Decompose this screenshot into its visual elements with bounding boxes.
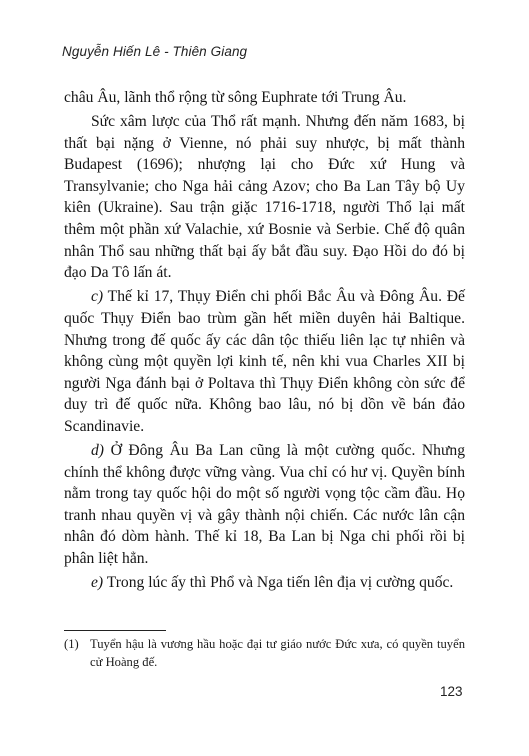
paragraph-text: châu Âu, lãnh thổ rộng từ sông Euphrate tới Trung Âu. xyxy=(64,89,407,106)
footnote-text: Tuyển hậu là vương hầu hoặc đại tư giáo nước Đức xưa, có quyền tuyển cử Hoàng đế. xyxy=(90,637,465,669)
item-label: d) xyxy=(91,442,104,459)
paragraph-turkey xyxy=(64,111,465,284)
paragraph-text: Ở Đông Âu Ba Lan cũng là một cường quốc. Nhưng chính thể không được vững vàng. Vua chỉ có hư vị. Quyền bính nằm trong tay quốc hội do một số người vọng tộc cầm đầu. Họ tranh nhau quyền vị và gây thành nội chiến. Các nước lân cận nhân đó dòm hành. Thế kỉ 18, Ba Lan bị Nga chi phối rồi bị phân liệt hẳn. xyxy=(64,442,465,567)
footnote xyxy=(64,636,465,671)
paragraph-prussia-russia xyxy=(64,572,465,594)
paragraph-text: Sức xâm lược của Thổ rất mạnh. Nhưng đến năm 1683, bị thất bại nặng ở Vienne, nó phải suy nhược, bị mất thành Budapest (1696); nhượng lại cho Đức xứ Hung và Transylvanie; cho Nga hải cảng Azov; cho Ba Lan Tây bộ Uy kiên (Ukraine). Sau trận giặc 1716-1718, người Thổ lại mất thêm một phần xứ Valachie, xứ Bosnie và Serbie. Chế độ quân nhân Thổ sau những thất bại ấy bắt đầu suy. Đạo Hồi do đó bị đạo Da Tô lấn át. xyxy=(64,113,465,282)
footnote-divider xyxy=(64,630,166,631)
paragraph-poland xyxy=(64,440,465,570)
item-label: e) xyxy=(91,574,104,592)
paragraph-continuation xyxy=(64,87,465,109)
footnote-marker: (1) xyxy=(64,637,79,651)
page-number: 123 xyxy=(440,684,463,699)
paragraph-text: Trong lúc ấy thì Phổ và Nga tiến lên địa vị cường quốc. xyxy=(106,574,454,592)
body-text xyxy=(64,87,465,596)
paragraph-text: Thế kỉ 17, Thụy Điển chi phối Bắc Âu và Đông Âu. Đế quốc Thụy Điển bao trùm gần hết miền duyên hải Baltique. Nhưng trong đế quốc ấy các dân tộc thiếu liên lạc tự nhiên và không cùng một quyền lợi kinh tế, nên khi vua Charles XII bị người Nga đánh bại ở Poltava thì Thụy Điển không còn sức để duy trì đế quốc nữa. Không bao lâu, nó bị dồn về bán đảo Scandinavie. xyxy=(64,288,465,435)
running-header: Nguyễn Hiến Lê - Thiên Giang xyxy=(62,44,248,59)
item-label: c) xyxy=(91,288,104,306)
paragraph-sweden xyxy=(64,286,465,437)
